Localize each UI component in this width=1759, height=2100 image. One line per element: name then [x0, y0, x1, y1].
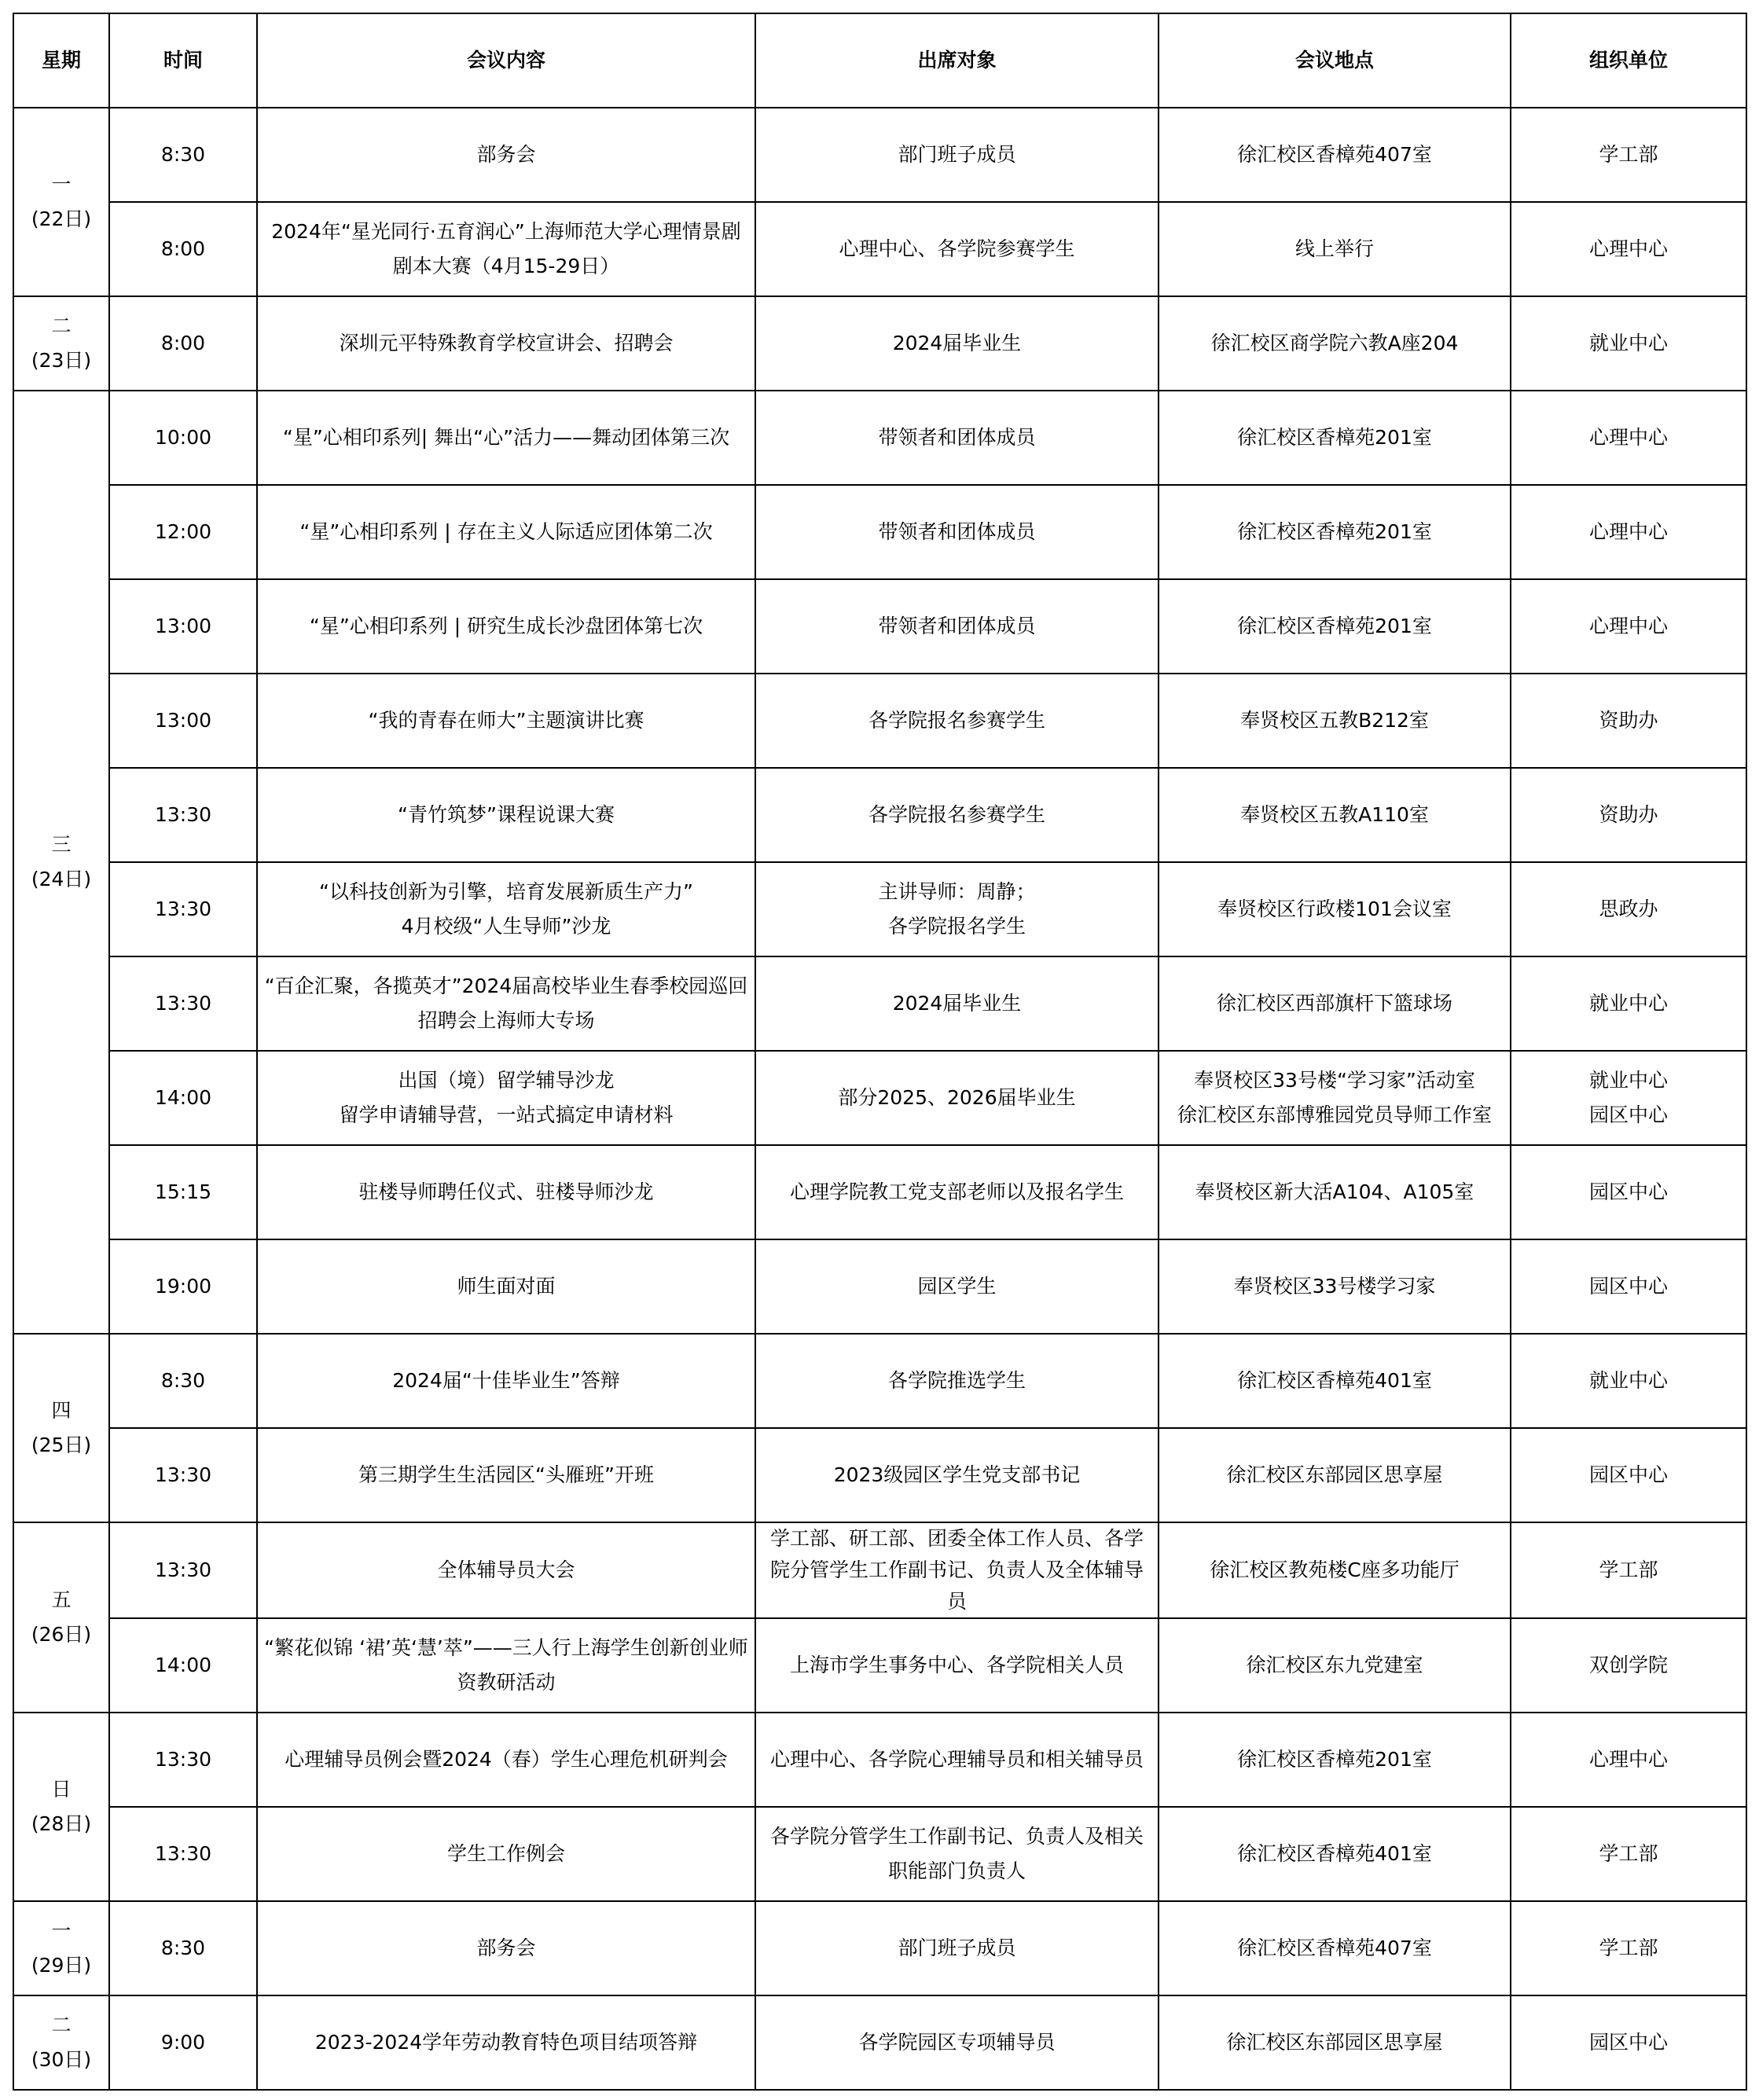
table-row: [13, 1334, 1746, 1428]
content-cell: 心理辅导员例会暨2024（春）学生心理危机研判会: [257, 1713, 755, 1807]
location-cell: 徐汇校区香樟苑201室: [1159, 485, 1511, 579]
organizer-cell: 就业中心 园区中心: [1511, 1051, 1746, 1145]
location-cell: 线上举行: [1159, 202, 1511, 296]
organizer-cell: 心理中心: [1511, 579, 1746, 674]
location-cell: 徐汇校区西部旗杆下篮球场: [1159, 956, 1511, 1051]
location-cell: 奉贤校区新大活A104、A105室: [1159, 1145, 1511, 1239]
schedule-table: [13, 13, 1747, 2091]
location-cell: 徐汇校区东部园区思享屋: [1159, 1995, 1511, 2090]
content-cell: 师生面对面: [257, 1239, 755, 1334]
location-cell: 徐汇校区东部园区思享屋: [1159, 1428, 1511, 1522]
content-cell: “以科技创新为引擎，培育发展新质生产力” 4月校级“人生导师”沙龙: [257, 862, 755, 956]
content-cell: “星”心相印系列 | 研究生成长沙盘团体第七次: [257, 579, 755, 674]
table-row: [13, 1618, 1746, 1713]
attendees-cell: 心理中心、各学院心理辅导员和相关辅导员: [755, 1713, 1159, 1807]
time-cell: 13:30: [109, 862, 257, 956]
table-row: [13, 1051, 1746, 1145]
location-cell: 奉贤校区五教A110室: [1159, 768, 1511, 862]
location-cell: 奉贤校区33号楼学习家: [1159, 1239, 1511, 1334]
organizer-cell: 学工部: [1511, 108, 1746, 202]
day-cell: 三 (24日): [13, 391, 109, 1334]
organizer-cell: 学工部: [1511, 1901, 1746, 1995]
time-cell: 13:30: [109, 768, 257, 862]
time-cell: 14:00: [109, 1618, 257, 1713]
table-row: [13, 1239, 1746, 1334]
attendees-cell: 各学院报名参赛学生: [755, 768, 1159, 862]
organizer-cell: 资助办: [1511, 768, 1746, 862]
attendees-cell: 部门班子成员: [755, 1901, 1159, 1995]
content-cell: “百企汇聚，各揽英才”2024届高校毕业生春季校园巡回招聘会上海师大专场: [257, 956, 755, 1051]
time-cell: 13:30: [109, 1522, 257, 1618]
table-row: [13, 108, 1746, 202]
attendees-cell: 2024届毕业生: [755, 296, 1159, 391]
table-row: [13, 768, 1746, 862]
organizer-cell: 就业中心: [1511, 1334, 1746, 1428]
organizer-cell: 园区中心: [1511, 1428, 1746, 1522]
time-cell: 13:30: [109, 1807, 257, 1901]
content-cell: “星”心相印系列| 舞出“心”活力——舞动团体第三次: [257, 391, 755, 485]
attendees-cell: 部分2025、2026届毕业生: [755, 1051, 1159, 1145]
location-cell: 徐汇校区东九党建室: [1159, 1618, 1511, 1713]
content-cell: 出国（境）留学辅导沙龙 留学申请辅导营，一站式搞定申请材料: [257, 1051, 755, 1145]
location-cell: 徐汇校区香樟苑401室: [1159, 1334, 1511, 1428]
time-cell: 19:00: [109, 1239, 257, 1334]
time-cell: 13:30: [109, 1713, 257, 1807]
organizer-cell: 资助办: [1511, 674, 1746, 768]
day-cell: 二 (23日): [13, 296, 109, 391]
table-row: [13, 1901, 1746, 1995]
organizer-cell: 园区中心: [1511, 1145, 1746, 1239]
content-cell: 学生工作例会: [257, 1807, 755, 1901]
attendees-cell: 带领者和团体成员: [755, 391, 1159, 485]
location-cell: 徐汇校区香樟苑401室: [1159, 1807, 1511, 1901]
content-cell: 驻楼导师聘任仪式、驻楼导师沙龙: [257, 1145, 755, 1239]
organizer-cell: 园区中心: [1511, 1239, 1746, 1334]
organizer-cell: 心理中心: [1511, 202, 1746, 296]
attendees-cell: 主讲导师：周静； 各学院报名学生: [755, 862, 1159, 956]
content-cell: “星”心相印系列 | 存在主义人际适应团体第二次: [257, 485, 755, 579]
attendees-cell: 部门班子成员: [755, 108, 1159, 202]
table-row: [13, 1522, 1746, 1618]
header-location: 会议地点: [1159, 13, 1511, 108]
location-cell: 奉贤校区33号楼“学习家”活动室 徐汇校区东部博雅园党员导师工作室: [1159, 1051, 1511, 1145]
content-cell: 全体辅导员大会: [257, 1522, 755, 1618]
time-cell: 12:00: [109, 485, 257, 579]
attendees-cell: 学工部、研工部、团委全体工作人员、各学院分管学生工作副书记、负责人及全体辅导员: [755, 1522, 1159, 1618]
header-content: 会议内容: [257, 13, 755, 108]
content-cell: 2023-2024学年劳动教育特色项目结项答辩: [257, 1995, 755, 2090]
attendees-cell: 园区学生: [755, 1239, 1159, 1334]
time-cell: 9:00: [109, 1995, 257, 2090]
table-row: [13, 674, 1746, 768]
location-cell: 徐汇校区香樟苑201室: [1159, 1713, 1511, 1807]
time-cell: 8:00: [109, 202, 257, 296]
organizer-cell: 心理中心: [1511, 485, 1746, 579]
time-cell: 13:30: [109, 1428, 257, 1522]
header-organizer: 组织单位: [1511, 13, 1746, 108]
content-cell: 部务会: [257, 1901, 755, 1995]
location-cell: 徐汇校区香樟苑407室: [1159, 1901, 1511, 1995]
day-cell: 二 (30日): [13, 1995, 109, 2090]
attendees-cell: 2024届毕业生: [755, 956, 1159, 1051]
attendees-cell: 各学院分管学生工作副书记、负责人及相关职能部门负责人: [755, 1807, 1159, 1901]
attendees-cell: 各学院推选学生: [755, 1334, 1159, 1428]
table-row: [13, 1995, 1746, 2090]
organizer-cell: 学工部: [1511, 1807, 1746, 1901]
organizer-cell: 心理中心: [1511, 1713, 1746, 1807]
location-cell: 徐汇校区香樟苑201室: [1159, 579, 1511, 674]
organizer-cell: 学工部: [1511, 1522, 1746, 1618]
time-cell: 8:00: [109, 296, 257, 391]
attendees-cell: 各学院园区专项辅导员: [755, 1995, 1159, 2090]
time-cell: 15:15: [109, 1145, 257, 1239]
attendees-cell: 上海市学生事务中心、各学院相关人员: [755, 1618, 1159, 1713]
organizer-cell: 双创学院: [1511, 1618, 1746, 1713]
table-row: [13, 1807, 1746, 1901]
table-row: [13, 956, 1746, 1051]
time-cell: 14:00: [109, 1051, 257, 1145]
content-cell: “青竹筑梦”课程说课大赛: [257, 768, 755, 862]
attendees-cell: 心理中心、各学院参赛学生: [755, 202, 1159, 296]
content-cell: 第三期学生生活园区“头雁班”开班: [257, 1428, 755, 1522]
table-row: [13, 485, 1746, 579]
table-row: [13, 1145, 1746, 1239]
location-cell: 徐汇校区教苑楼C座多功能厅: [1159, 1522, 1511, 1618]
time-cell: 8:30: [109, 1901, 257, 1995]
time-cell: 8:30: [109, 108, 257, 202]
header-row: [13, 13, 1746, 108]
table-row: [13, 296, 1746, 391]
organizer-cell: 思政办: [1511, 862, 1746, 956]
table-row: [13, 579, 1746, 674]
attendees-cell: 带领者和团体成员: [755, 579, 1159, 674]
time-cell: 13:30: [109, 956, 257, 1051]
time-cell: 13:00: [109, 674, 257, 768]
header-attendees: 出席对象: [755, 13, 1159, 108]
organizer-cell: 心理中心: [1511, 391, 1746, 485]
location-cell: 奉贤校区五教B212室: [1159, 674, 1511, 768]
content-cell: “我的青春在师大”主题演讲比赛: [257, 674, 755, 768]
location-cell: 徐汇校区商学院六教A座204: [1159, 296, 1511, 391]
content-cell: “繁花似锦 ‘裙’英‘慧’萃”——三人行上海学生创新创业师资教研活动: [257, 1618, 755, 1713]
time-cell: 8:30: [109, 1334, 257, 1428]
location-cell: 徐汇校区香樟苑201室: [1159, 391, 1511, 485]
time-cell: 13:00: [109, 579, 257, 674]
table-row: [13, 1428, 1746, 1522]
organizer-cell: 园区中心: [1511, 1995, 1746, 2090]
header-weekday: 星期: [13, 13, 109, 108]
content-cell: 部务会: [257, 108, 755, 202]
day-cell: 一 (29日): [13, 1901, 109, 1995]
organizer-cell: 就业中心: [1511, 296, 1746, 391]
day-cell: 四 (25日): [13, 1334, 109, 1522]
table-row: [13, 202, 1746, 296]
location-cell: 奉贤校区行政楼101会议室: [1159, 862, 1511, 956]
table-row: [13, 391, 1746, 485]
content-cell: 2024年“星光同行·五育润心”上海师范大学心理情景剧剧本大赛（4月15-29日）: [257, 202, 755, 296]
attendees-cell: 各学院报名参赛学生: [755, 674, 1159, 768]
content-cell: 深圳元平特殊教育学校宣讲会、招聘会: [257, 296, 755, 391]
table-row: [13, 862, 1746, 956]
table-row: [13, 1713, 1746, 1807]
header-time: 时间: [109, 13, 257, 108]
day-cell: 五 (26日): [13, 1522, 109, 1713]
organizer-cell: 就业中心: [1511, 956, 1746, 1051]
attendees-cell: 带领者和团体成员: [755, 485, 1159, 579]
attendees-cell: 心理学院教工党支部老师以及报名学生: [755, 1145, 1159, 1239]
content-cell: 2024届“十佳毕业生”答辩: [257, 1334, 755, 1428]
day-cell: 一 (22日): [13, 108, 109, 296]
attendees-cell: 2023级园区学生党支部书记: [755, 1428, 1159, 1522]
day-cell: 日 (28日): [13, 1713, 109, 1901]
time-cell: 10:00: [109, 391, 257, 485]
location-cell: 徐汇校区香樟苑407室: [1159, 108, 1511, 202]
